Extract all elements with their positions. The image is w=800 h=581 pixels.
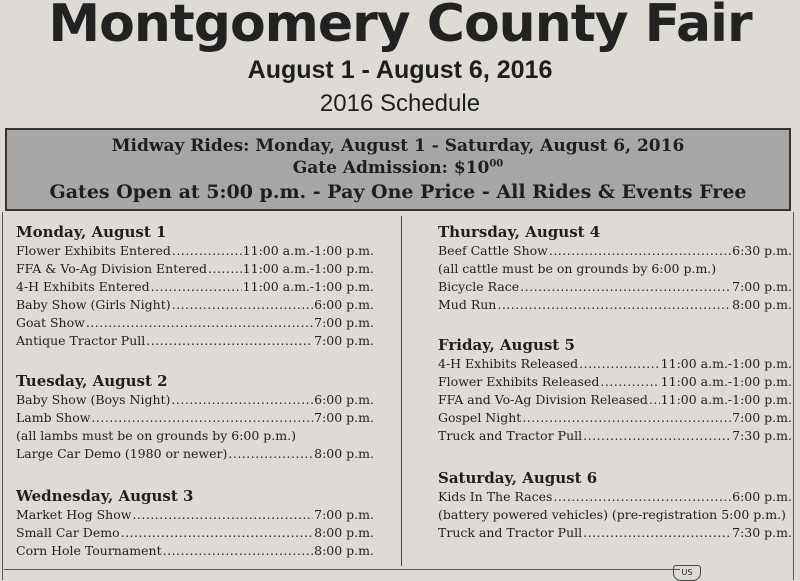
event-time: 7:00 p.m. [732, 279, 792, 294]
event-time: 11:00 a.m.-1:00 p.m. [242, 243, 374, 258]
event-name: Lamb Show [16, 410, 91, 425]
day-title: Friday, August 5 [438, 336, 575, 354]
event-row [438, 409, 792, 427]
event-row [16, 332, 374, 350]
event-name: Small Car Demo [16, 525, 120, 540]
event-time: 8:00 p.m. [314, 543, 374, 558]
day-block [438, 336, 792, 445]
day-title: Wednesday, August 3 [16, 487, 194, 505]
gates-open-line: Gates Open at 5:00 p.m. - Pay One Price - All Rides & Events Free [49, 181, 747, 203]
event-row [438, 427, 792, 445]
event-time: 11:00 a.m.-1:00 p.m. [660, 374, 792, 389]
event-name: Goat Show [16, 315, 85, 330]
event-row [438, 524, 792, 542]
event-row [16, 445, 374, 463]
schedule-left-column [16, 223, 374, 560]
event-row [16, 524, 374, 542]
event-row [438, 355, 792, 373]
event-row [16, 409, 374, 427]
event-name: Truck and Tractor Pull [438, 525, 583, 540]
event-name: Truck and Tractor Pull [438, 428, 583, 443]
event-row [438, 242, 792, 260]
gate-admission-text: Gate Admission: $10 [292, 158, 490, 178]
dot-leader [172, 242, 242, 260]
event-name: FFA and Vo-Ag Division Released [438, 392, 648, 407]
event-time: 7:00 p.m. [314, 333, 374, 348]
event-name: Large Car Demo (1980 or newer) [16, 446, 228, 461]
dot-leader [163, 542, 314, 560]
event-name: Antique Tractor Pull [16, 333, 146, 348]
event-time: 11:00 a.m.-1:00 p.m. [660, 356, 792, 371]
dot-leader [553, 488, 731, 506]
dot-leader [228, 445, 313, 463]
gate-admission-cents: 00 [489, 158, 504, 170]
dot-leader [520, 278, 731, 296]
event-row [16, 391, 374, 409]
event-name: Mud Run [438, 297, 497, 312]
gate-admission-line [7, 158, 789, 178]
event-name: Gospel Night [438, 410, 522, 425]
event-name: 4-H Exhibits Released [438, 356, 579, 371]
event-time: 6:00 p.m. [732, 489, 792, 504]
event-name: FFA & Vo-Ag Division Entered [16, 261, 208, 276]
schedule-right-column [438, 223, 792, 542]
us-route-badge-icon: US [673, 565, 701, 581]
event-time: 7:30 p.m. [732, 428, 792, 443]
event-name: Flower Exhibits Entered [16, 243, 171, 258]
event-time: 11:00 a.m.-1:00 p.m. [242, 261, 374, 276]
dot-leader [583, 427, 731, 445]
day-block [16, 487, 374, 560]
event-name: Baby Show (Boys Night) [16, 392, 171, 407]
event-row [438, 373, 792, 391]
day-block [16, 223, 374, 350]
dot-leader [86, 314, 313, 332]
dot-leader [151, 278, 242, 296]
event-time: 6:00 p.m. [314, 392, 374, 407]
event-row [438, 278, 792, 296]
event-time: 7:00 p.m. [732, 410, 792, 425]
event-time: 8:00 p.m. [314, 525, 374, 540]
day-block [438, 223, 792, 314]
event-time: 8:00 p.m. [732, 297, 792, 312]
schedule-heading: 2016 Schedule [319, 90, 481, 117]
event-time: 11:00 a.m.-1:00 p.m. [660, 392, 792, 407]
event-row [16, 278, 374, 296]
event-note: (battery powered vehicles) (pre-registration 5:00 p.m.) [438, 507, 786, 522]
dot-leader [583, 524, 731, 542]
dot-leader [549, 242, 731, 260]
event-row [438, 488, 792, 506]
event-name: Kids In The Races [438, 489, 553, 504]
column-divider [401, 216, 402, 566]
event-time: 7:00 p.m. [314, 507, 374, 522]
dot-leader [132, 506, 313, 524]
event-name: 4-H Exhibits Entered [16, 279, 150, 294]
dot-leader [171, 391, 313, 409]
dot-leader [121, 524, 314, 542]
event-row [16, 260, 374, 278]
frame-right-border [793, 212, 794, 580]
event-row [438, 391, 792, 409]
dot-leader [522, 409, 731, 427]
event-name: Beef Cattle Show [438, 243, 548, 258]
event-name: Bicycle Race [438, 279, 520, 294]
dot-leader [600, 373, 659, 391]
event-row [438, 296, 792, 314]
event-note: (all lambs must be on grounds by 6:00 p.m.) [16, 428, 296, 443]
event-row [16, 314, 374, 332]
bottom-rule [4, 569, 680, 570]
dot-leader [579, 355, 660, 373]
event-row [16, 506, 374, 524]
event-row [16, 542, 374, 560]
day-title: Monday, August 1 [16, 223, 167, 241]
dot-leader [497, 296, 731, 314]
day-title: Tuesday, August 2 [16, 372, 168, 390]
frame-left-border [2, 212, 3, 580]
event-time: 8:00 p.m. [314, 446, 374, 461]
dot-leader [172, 296, 314, 314]
event-note: (all cattle must be on grounds by 6:00 p.m.) [438, 261, 717, 276]
event-name: Baby Show (Girls Night) [16, 297, 171, 312]
midway-rides-line: Midway Rides: Monday, August 1 - Saturday, August 6, 2016 [111, 136, 685, 156]
event-time: 7:00 p.m. [314, 410, 374, 425]
event-time: 6:30 p.m. [732, 243, 792, 258]
event-name: Market Hog Show [16, 507, 132, 522]
dot-leader [208, 260, 242, 278]
day-block [438, 469, 792, 542]
fair-title: Montgomery County Fair [48, 0, 752, 54]
dot-leader [146, 332, 313, 350]
dot-leader [91, 409, 313, 427]
event-time: 7:30 p.m. [732, 525, 792, 540]
event-time: 7:00 p.m. [314, 315, 374, 330]
midway-banner [5, 128, 791, 211]
day-title: Thursday, August 4 [438, 223, 601, 241]
event-row [16, 242, 374, 260]
dot-leader [649, 391, 660, 409]
event-name: Corn Hole Tournament [16, 543, 162, 558]
day-title: Saturday, August 6 [438, 469, 598, 487]
event-time: 11:00 a.m.-1:00 p.m. [242, 279, 374, 294]
event-row [16, 296, 374, 314]
event-time: 6:00 p.m. [314, 297, 374, 312]
event-name: Flower Exhibits Released [438, 374, 600, 389]
fair-dates: August 1 - August 6, 2016 [247, 56, 553, 84]
day-block [16, 372, 374, 463]
